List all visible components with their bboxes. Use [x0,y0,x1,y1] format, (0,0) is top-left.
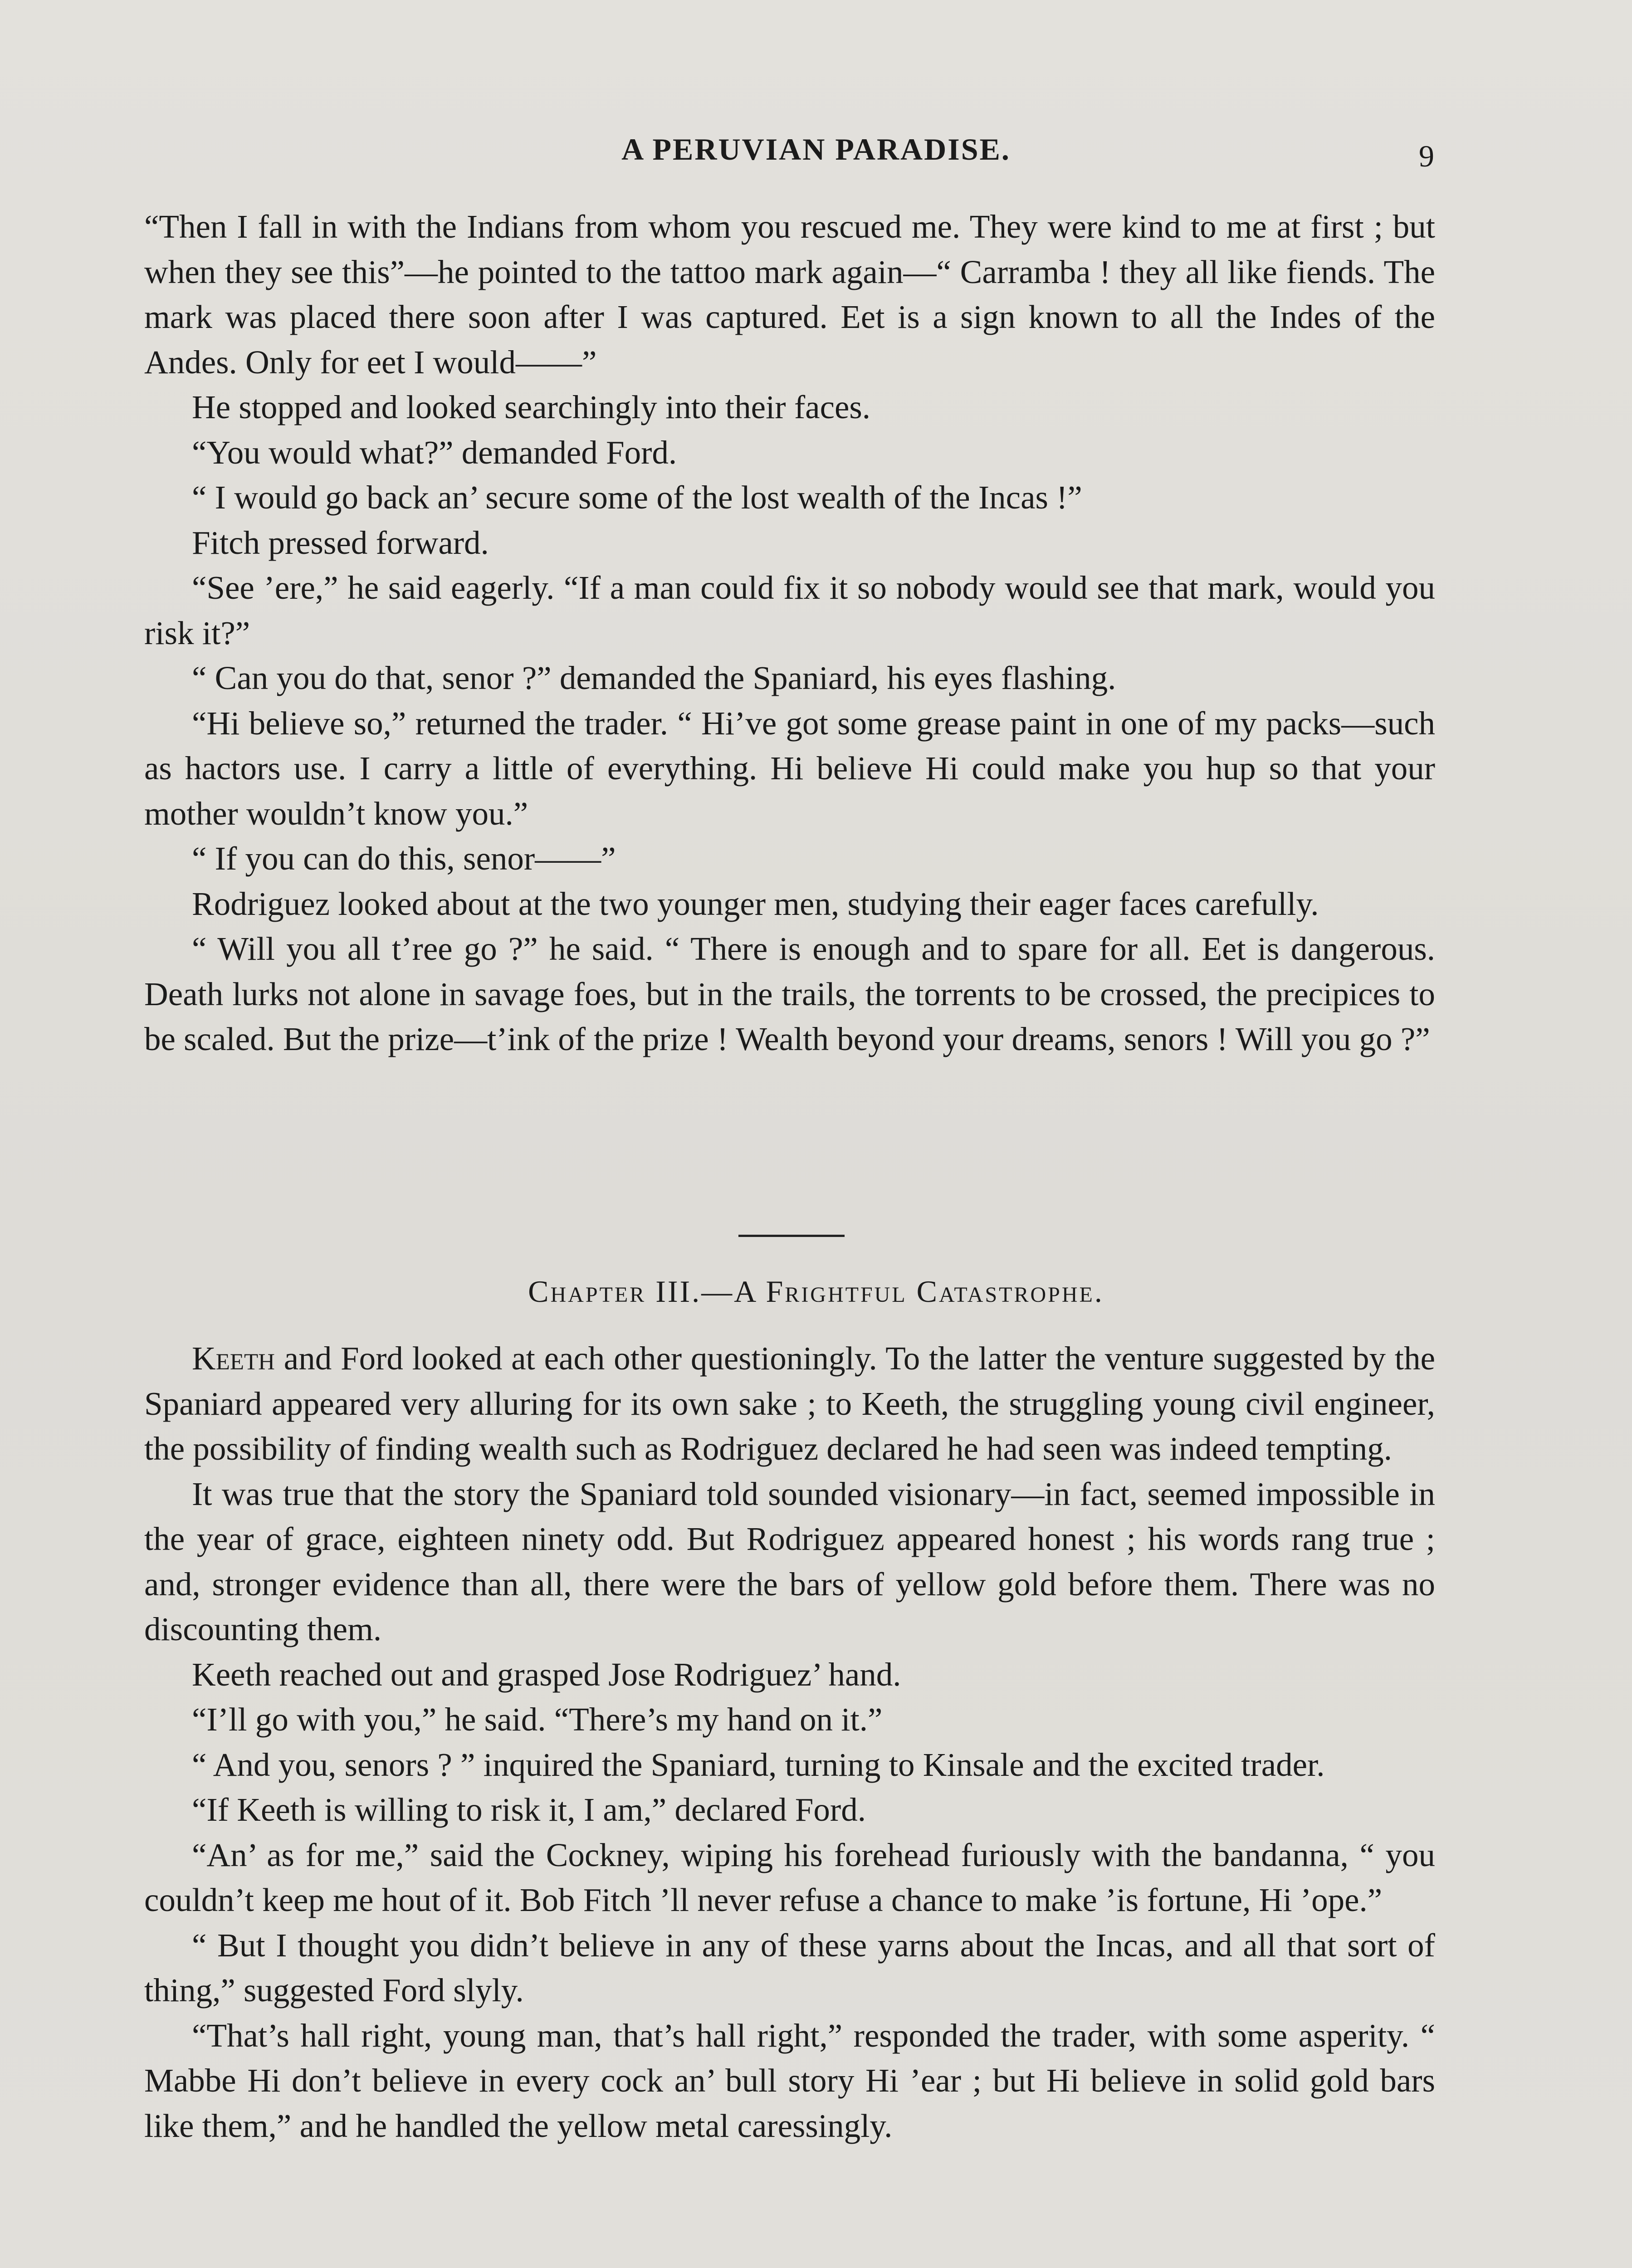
paragraph: Keeth reached out and grasped Jose Rodriguez’ hand. [192,1656,901,1693]
paragraph [144,1336,1435,1471]
paragraph: “ I would go back an’ secure some of the lost wealth of the Incas !” [192,479,1082,516]
paragraph: “I’ll go with you,” he said. “There’s my hand on it.” [192,1701,883,1738]
paragraph: “An’ as for me,” said the Cockney, wiping his forehead furiously with the bandanna, “ you couldn’t keep me hout of it. Bob Fitch ’ll never refuse a chance to make ’is fortune, Hi ’ope.” [144,1836,1435,1918]
paragraph: “ Can you do that, senor ?” demanded the Spaniard, his eyes flashing. [192,660,1116,696]
text-block-bottom [144,1336,1435,2148]
paragraph: “Hi believe so,” returned the trader. “ Hi’ve got some grease paint in one of my packs—such as hactors use. I carry a little of everything. Hi believe Hi could make you hup so that your mother wouldn’t know you.” [144,704,1435,832]
paragraph: It was true that the story the Spaniard told sounded visionary—in fact, seemed impossible in the year of grace, eighteen ninety odd. But Rodriguez appeared honest ; his words rang true ; and, stronger evidence than all, there were the bars of yellow gold before them. There was no discounting them. [144,1475,1435,1647]
paragraph: “ But I thought you didn’t believe in any of these yarns about the Incas, and all that sort of thing,” suggested Ford slyly. [144,1926,1435,2009]
paragraph: “ And you, senors ? ” inquired the Spaniard, turning to Kinsale and the excited trader. [192,1746,1325,1783]
running-header: A PERUVIAN PARADISE. [621,132,1011,166]
paragraph: “ Will you all t’ree go ?” he said. “ There is enough and to spare for all. Eet is dangerous. Death lurks not alone in savage foes, but in the trails, the torrents to be crossed, the precipices to be scaled. But the prize—t’ink of the prize ! Wealth beyond your dreams, senors ! Will you go ?” [144,930,1435,1057]
paragraph: “You would what?” demanded Ford. [192,434,677,471]
paragraph-text: and Ford looked at each other questioningly. To the latter the venture suggested by the Spaniard appeared very alluring for its own sake ; to Keeth, the struggling young civil engineer, the possibility of finding wealth such as Rodriguez declared he had seen was indeed tempting. [144,1340,1435,1467]
paragraph: Fitch pressed forward. [192,524,489,561]
paragraph: “That’s hall right, young man, that’s hall right,” responded the trader, with some asperity. “ Mabbe Hi don’t believe in every cock an’ bull story Hi ’ear ; but Hi believe in solid gold bars like them,” and he handled the yellow metal caressingly. [144,2017,1435,2144]
chapter-heading: Chapter III.—A Frightful Catastrophe. [528,1274,1104,1309]
paragraph: “If Keeth is willing to risk it, I am,” declared Ford. [192,1791,866,1828]
section-divider [738,1235,845,1237]
paragraph: “Then I fall in with the Indians from whom you rescued me. They were kind to me at first ; but when they see this”—he pointed to the tattoo mark again—“ Carramba ! they all like fiends. The mark was placed there soon after I was captured. Eet is a sign known to all the Indes of the Andes. Only for eet I would——” [144,208,1435,381]
text-block-top [144,204,1435,1062]
paragraph: He stopped and looked searchingly into their faces. [192,389,871,425]
lead-word: Keeth [192,1340,275,1377]
paragraph: “ If you can do this, senor——” [192,840,616,877]
paragraph: Rodriguez looked about at the two younger men, studying their eager faces carefully. [192,885,1319,922]
paragraph: “See ’ere,” he said eagerly. “If a man could fix it so nobody would see that mark, would you risk it?” [144,569,1435,651]
page-number: 9 [1419,139,1434,173]
